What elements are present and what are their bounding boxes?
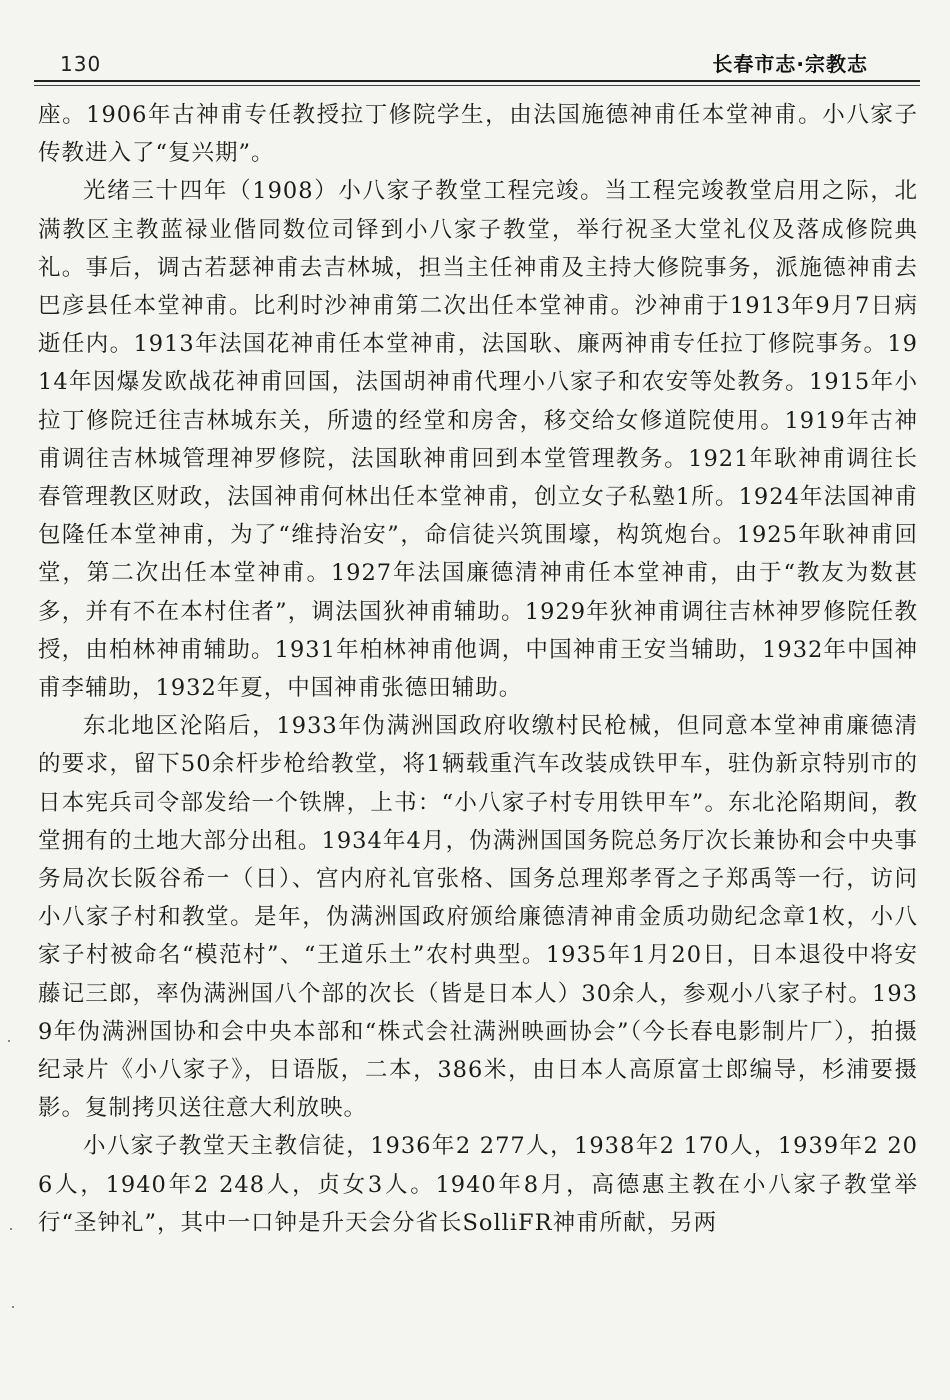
running-head: 长春市志·宗教志 — [712, 52, 868, 76]
header-rule-thick — [34, 80, 920, 82]
scan-speck — [8, 1040, 10, 1042]
scan-speck — [12, 1306, 14, 1308]
page-header — [34, 42, 920, 80]
paragraph-occupation-period: 东北地区沦陷后，1933年伪满洲国政府收缴村民枪械，但同意本堂神甫廉德清的要求，留下50余杆步枪给教堂，将1辆载重汽车改装成铁甲车，驻伪新京特别市的日本宪兵司令部发给一个铁牌，上书：“小八家子村专用铁甲车”。东北沦陷期间，教堂拥有的土地大部分出租。1934年4月，伪满洲国国务院总务厅次长兼协和会中央事务局次长阪谷希一（日）、宫内府礼官张格、国务总理郑孝胥之子郑禹等一行，访问小八家子村和教堂。是年，伪满洲国政府颁给廉德清神甫金质功勋纪念章1枚，小八家子村被命名“模范村”、“王道乐土”农村典型。1935年1月20日，日本退役中将安藤记三郎，率伪满洲国八个部的次长（皆是日本人）30余人，参观小八家子村。1939年伪满洲国协和会中央本部和“株式会社满洲映画协会”（今长春电影制片厂），拍摄纪录片《小八家子》，日语版，二本，386米，由日本人高原富士郎编导，杉浦要摄影。复制拷贝送往意大利放映。 — [38, 713, 918, 1122]
paragraph-1908-completion: 光绪三十四年（1908）小八家子教堂工程完竣。当工程完竣教堂启用之际，北满教区主教蓝禄业偕同数位司铎到小八家子教堂，举行祝圣大堂礼仪及落成修院典礼。事后，调古若瑟神甫去吉林城，担当主任神甫及主持大修院事务，派施德神甫去巴彦县任本堂神甫。比利时沙神甫第二次出任本堂神甫。沙神甫于1913年9月7日病逝任内。1913年法国花神甫任本堂神甫，法国耿、廉两神甫专任拉丁修院事务。1914年因爆发欧战花神甫回国，法国胡神甫代理小八家子和农安等处教务。1915年小拉丁修院迁往吉林城东关，所遗的经堂和房舍，移交给女修道院使用。1919年古神甫调往吉林城管理神罗修院，法国耿神甫回到本堂管理教务。1921年耿神甫调往长春管理教区财政，法国神甫何林出任本堂神甫，创立女子私塾1所。1924年法国神甫包隆任本堂神甫，为了“维持治安”，命信徒兴筑围壕，构筑炮台。1925年耿神甫回堂，第二次出任本堂神甫。1927年法国廉德清神甫任本堂神甫，由于“教友为数甚多，并有不在本村住者”，调法国狄神甫辅助。1929年狄神甫调往吉林神罗修院任教授，由柏林神甫辅助。1931年柏林神甫他调，中国神甫王安当辅助，1932年中国神甫李辅助，1932年夏，中国神甫张德田辅助。 — [38, 178, 918, 702]
paragraph-believer-counts: 小八家子教堂天主教信徒，1936年2 277人，1938年2 170人，1939年2 206人，1940年2 248人，贞女3人。1940年8月，高德惠主教在小八家子教堂举行“圣钟礼”，其中一口钟是升天会分省长SolliFR神甫所献，另两 — [38, 1133, 918, 1236]
paragraph-continued: 座。1906年古神甫专任教授拉丁修院学生，由法国施德神甫任本堂神甫。小八家子传教进入了“复兴期”。 — [38, 102, 918, 167]
page-number: 130 — [60, 52, 102, 76]
scan-speck — [10, 1228, 12, 1230]
body-text — [38, 96, 918, 1242]
header-rule-thin — [34, 85, 920, 86]
